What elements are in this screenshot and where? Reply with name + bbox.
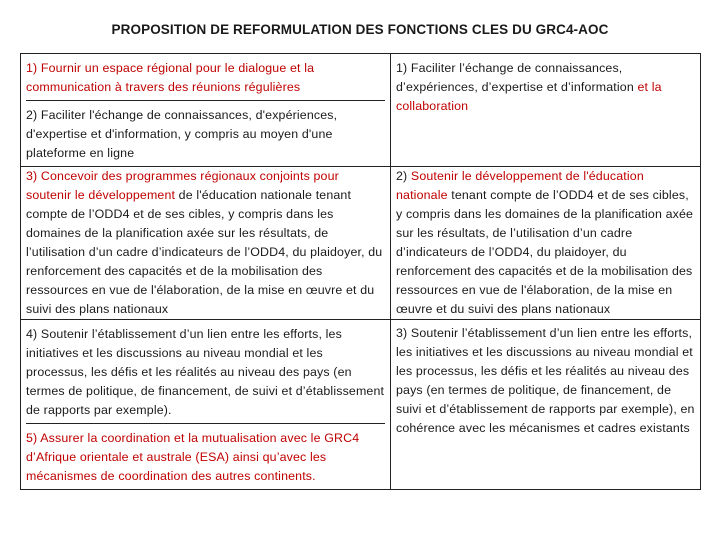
function-text-highlighted: et la collaboration bbox=[396, 80, 662, 113]
function-item bbox=[26, 320, 385, 423]
function-number: 2) bbox=[396, 169, 411, 183]
function-text: 4) Soutenir l’établissement d’un lien entre les efforts, les initiatives et les discussions au niveau mondial et les processus, les défis et les réalités au niveau des pays (en termes de politique, de financement, de suivi et d’établissement de rapports par exemple). bbox=[26, 327, 385, 417]
function-text-highlighted: 5) Assurer la coordination et la mutualisation avec le GRC4 d’Afrique orientale et australe (ESA) ainsi qu’avec les mécanismes de coordination des autres continents. bbox=[26, 431, 360, 483]
function-text-highlighted: 3) Concevoir des programmes régionaux conjoints pour soutenir le développement bbox=[26, 169, 339, 202]
function-text-highlighted: Soutenir le développement de l'éducation nationale bbox=[396, 169, 644, 202]
function-text: 2) Faciliter l'échange de connaissances, d'expériences, d'expertise et d'information, y compris au moyen d'une plateforme en ligne bbox=[26, 108, 338, 160]
function-text: 3) Soutenir l’établissement d’un lien entre les efforts, les initiatives et les discussions au niveau mondial et les processus, les défis et les réalités au niveau des pays (en termes de politique, de financement, de suivi et d’établissement de rapports par exemple), en cohérence avec les mécanismes et cadres existants bbox=[396, 326, 695, 435]
function-text: 1) Faciliter l’échange de connaissances, d’expériences, d’expertise et d’information bbox=[396, 61, 638, 94]
proposed-functions-cell bbox=[391, 167, 701, 320]
current-functions-cell bbox=[21, 320, 391, 490]
proposed-functions-cell bbox=[391, 54, 701, 167]
table-row bbox=[21, 54, 701, 167]
function-item bbox=[26, 54, 385, 100]
functions-table bbox=[20, 53, 701, 490]
function-text: de l'éducation nationale tenant compte de l’ODD4 et de ses cibles, y compris dans les domaines de la planification axée sur les résultats, de l’utilisation d’un cadre d’indicateurs de l’ODD4, du plaidoyer, du renforcement des capacités et de la mobilisation des ressources en vue de l'élaboration, de la mise en œuvre et du suivi des plans nationaux bbox=[26, 188, 383, 316]
page-title: PROPOSITION DE REFORMULATION DES FONCTIONS CLES DU GRC4-AOC bbox=[111, 22, 609, 37]
function-item bbox=[26, 423, 385, 489]
function-item bbox=[26, 100, 385, 166]
proposed-functions-cell bbox=[391, 320, 701, 490]
current-functions-cell bbox=[21, 167, 391, 320]
function-text: tenant compte de l’ODD4 et de ses cibles, y compris dans les domaines de la planification axée sur les résultats, de l’utilisation d’un cadre d’indicateurs de l’ODD4, du plaidoyer, du renforcement des capacités et de la mobilisation des ressources en vue de l'élaboration, de la mise en œuvre et du suivi des plans nationaux bbox=[396, 188, 694, 316]
table-row bbox=[21, 167, 701, 320]
current-functions-cell bbox=[21, 54, 391, 167]
table-row bbox=[21, 320, 701, 490]
function-text-highlighted: 1) Fournir un espace régional pour le dialogue et la communication à travers des réunions régulières bbox=[26, 61, 315, 94]
